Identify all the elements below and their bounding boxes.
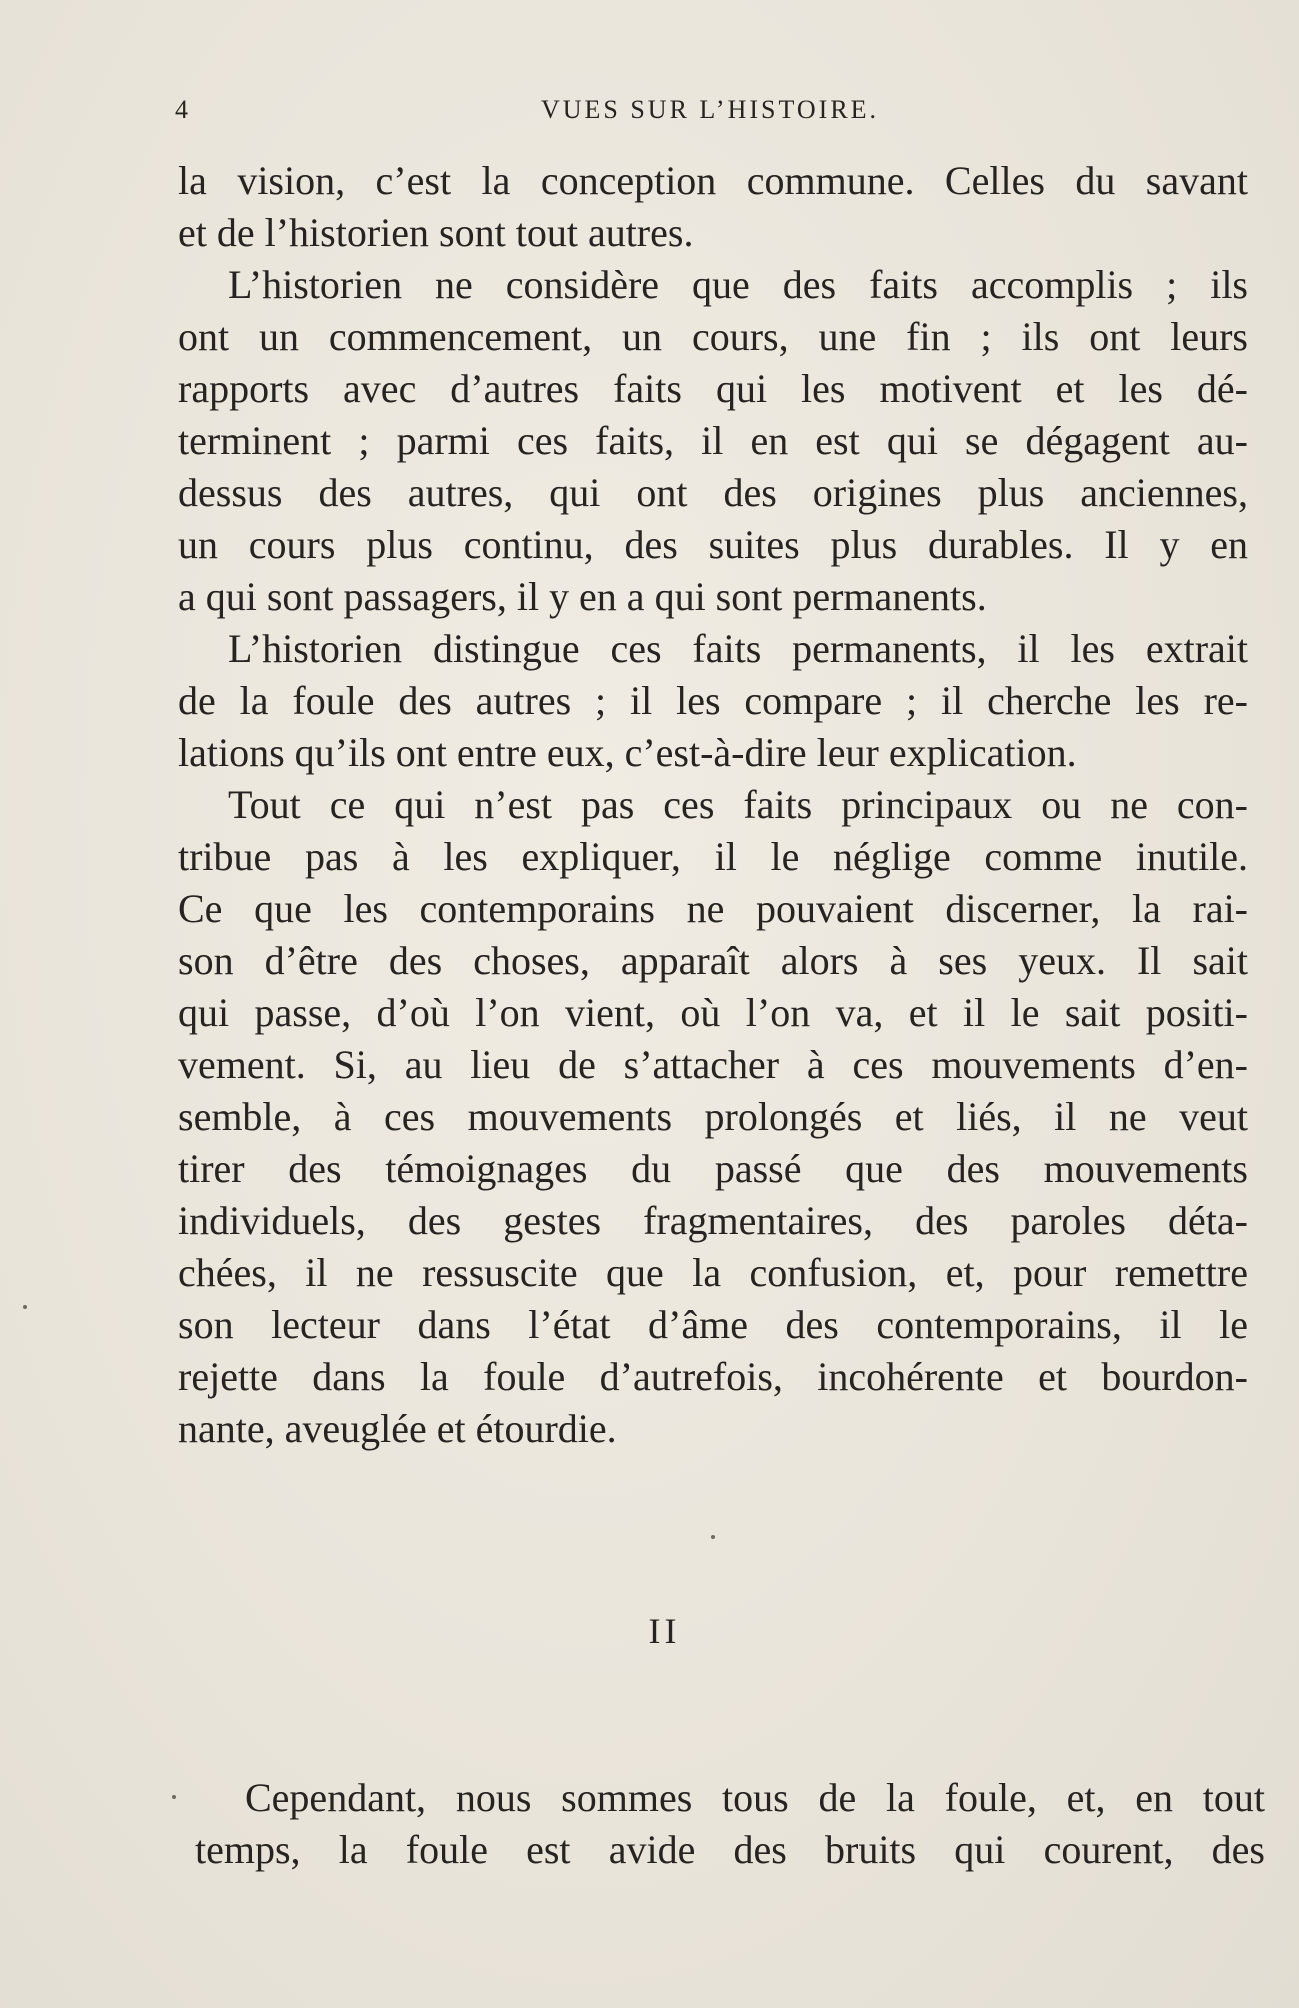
text-line: lations qu’ils ont entre eux, c’est-à-dire leur explication.: [178, 730, 1077, 775]
text-line: qui passe, d’où l’on vient, où l’on va, et il le sait positi-: [178, 990, 1248, 1035]
page-header: [175, 95, 1245, 135]
text-line: vement. Si, au lieu de s’attacher à ces mouvements d’en-: [178, 1042, 1248, 1087]
text-line: Cependant, nous sommes tous de la foule, et, en tout: [245, 1775, 1265, 1820]
text-line: terminent ; parmi ces faits, il en est qui se dégagent au-: [178, 418, 1248, 463]
text-line: dessus des autres, qui ont des origines plus anciennes,: [178, 470, 1248, 515]
text-line: Tout ce qui n’est pas ces faits principaux ou ne con-: [228, 782, 1248, 827]
running-head: VUES SUR L’HISTOIRE.: [540, 95, 880, 124]
paper-speck: [23, 1305, 27, 1309]
text-line: ont un commencement, un cours, une fin ; ils ont leurs: [178, 314, 1248, 359]
paper-speck: [172, 1795, 176, 1799]
text-line: rapports avec d’autres faits qui les motivent et les dé-: [178, 366, 1248, 411]
text-line: L’historien ne considère que des faits accomplis ; ils: [228, 262, 1248, 307]
text-line: nante, aveuglée et étourdie.: [178, 1406, 617, 1451]
page-number: 4: [175, 95, 191, 124]
section-number: II: [648, 1611, 681, 1651]
text-line: rejette dans la foule d’autrefois, incohérente et bourdon-: [178, 1354, 1248, 1399]
text-line: chées, il ne ressuscite que la confusion, et, pour remettre: [178, 1250, 1248, 1295]
paper-speck: [711, 1535, 715, 1539]
text-line: tribue pas à les expliquer, il le néglige comme inutile.: [178, 834, 1248, 879]
text-line: Ce que les contemporains ne pouvaient discerner, la rai-: [178, 886, 1248, 931]
text-line: son lecteur dans l’état d’âme des contemporains, il le: [178, 1302, 1248, 1347]
text-line: L’historien distingue ces faits permanents, il les extrait: [228, 626, 1248, 671]
text-line: individuels, des gestes fragmentaires, des paroles déta-: [178, 1198, 1248, 1243]
text-line: tirer des témoignages du passé que des mouvements: [178, 1146, 1248, 1191]
text-line: de la foule des autres ; il les compare ; il cherche les re-: [178, 678, 1248, 723]
text-line: temps, la foule est avide des bruits qui courent, des: [195, 1827, 1265, 1872]
text-line: un cours plus continu, des suites plus durables. Il y en: [178, 522, 1248, 567]
text-line: semble, à ces mouvements prolongés et liés, il ne veut: [178, 1094, 1248, 1139]
text-line: son d’être des choses, apparaît alors à ses yeux. Il sait: [178, 938, 1248, 983]
text-line: et de l’historien sont tout autres.: [178, 210, 694, 255]
text-line: a qui sont passagers, il y en a qui sont permanents.: [178, 574, 987, 619]
text-line: la vision, c’est la conception commune. Celles du savant: [178, 158, 1248, 203]
